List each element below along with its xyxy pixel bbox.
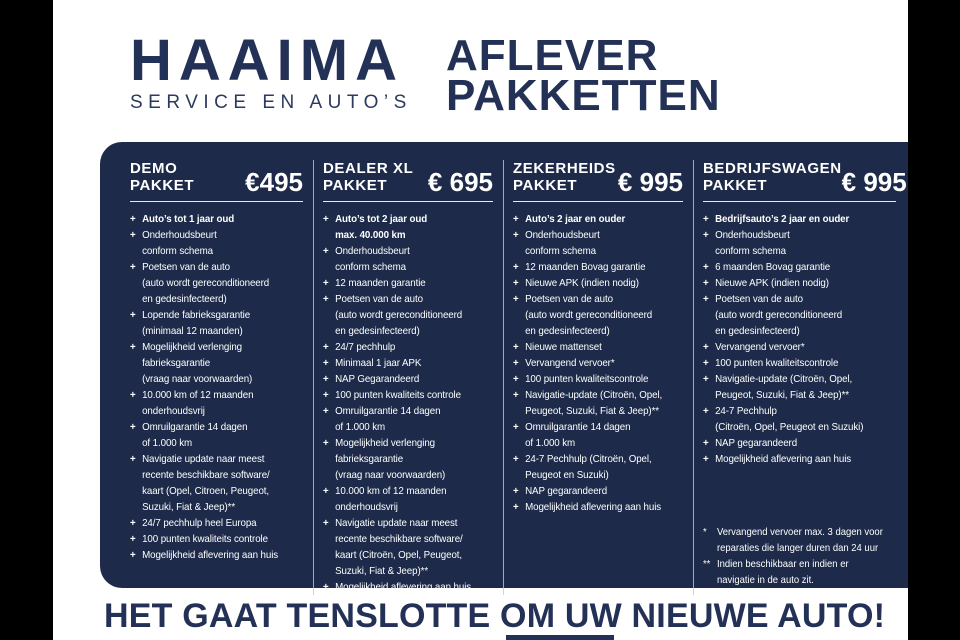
plus-bullet-icon: +: [323, 405, 329, 417]
package-item-list: [513, 211, 671, 515]
package-item-text: Navigatie-update (Citroën, Opel, Peugeot, Suzuki, Fiat & Jeep)**: [525, 389, 663, 417]
package-item-text: 100 punten kwaliteits controle: [335, 389, 461, 401]
package-item-text: Nieuwe mattenset: [525, 341, 602, 353]
header-underline: [513, 201, 683, 202]
package-item: [513, 451, 671, 483]
plus-bullet-icon: +: [323, 485, 329, 497]
package-item: [703, 451, 882, 467]
package-item-text: 100 punten kwaliteitscontrole: [525, 373, 649, 385]
footnote-text: Vervangend vervoer max. 3 dagen voor reparaties die langer duren dan 24 uur: [716, 527, 883, 554]
package-item: [130, 515, 291, 531]
plus-bullet-icon: +: [703, 213, 709, 225]
plus-bullet-icon: +: [323, 341, 329, 353]
package-item: [130, 387, 291, 419]
plus-bullet-icon: +: [513, 501, 519, 513]
package-item: [513, 355, 671, 371]
plus-bullet-icon: +: [703, 437, 709, 449]
package-item: [513, 419, 671, 451]
package-item: [703, 291, 882, 339]
package-item: [130, 451, 291, 515]
footnote-marker: **: [703, 559, 711, 570]
package-item: [513, 291, 671, 339]
plus-bullet-icon: +: [130, 517, 136, 529]
package-item-text: 24/7 pechhulp heel Europa: [142, 517, 257, 529]
plus-bullet-icon: +: [323, 389, 329, 401]
package-item-text: 100 punten kwaliteitscontrole: [715, 357, 839, 369]
package-item: [323, 579, 481, 595]
package-item-text: Navigatie update naar meest recente beschikbare software/ kaart (Opel, Citroen, Peugeot, Suzuki, Fiat & Jeep)**: [142, 453, 270, 513]
package-item-list: [130, 211, 291, 563]
package-item-text: 10.000 km of 12 maanden onderhoudsvrij: [142, 389, 254, 417]
plus-bullet-icon: +: [130, 229, 136, 241]
package-item-text: Mogelijkheid aflevering aan huis: [142, 549, 279, 561]
package-item: [703, 371, 882, 403]
package-item: [130, 211, 291, 227]
plus-bullet-icon: +: [703, 261, 709, 273]
plus-bullet-icon: +: [130, 389, 136, 401]
package-item: [513, 499, 671, 515]
plus-bullet-icon: +: [513, 485, 519, 497]
plus-bullet-icon: +: [130, 453, 136, 465]
package-item: [130, 531, 291, 547]
package-item: [703, 339, 882, 355]
package-item-text: Lopende fabrieksgarantie (minimaal 12 maanden): [142, 309, 251, 337]
brand-tagline: SERVICE EN AUTO’S: [130, 92, 412, 113]
package-item: [323, 403, 481, 435]
package-item-text: Nieuwe APK (indien nodig): [715, 277, 829, 289]
plus-bullet-icon: +: [130, 341, 136, 353]
package-item-text: Vervangend vervoer*: [525, 357, 615, 369]
package-item-text: 24-7 Pechhulp (Citroën, Opel, Peugeot en Suzuki): [715, 405, 864, 433]
header-underline: [703, 201, 896, 202]
plus-bullet-icon: +: [703, 453, 709, 465]
package-item: [703, 355, 882, 371]
package-item-text: Auto’s 2 jaar en ouder: [525, 213, 626, 225]
package-item: [323, 387, 481, 403]
package-item-text: Onderhoudsbeurt conform schema: [715, 229, 790, 257]
package-item-text: Navigatie update naar meest recente beschikbare software/ kaart (Citroën, Opel, Peugeot, Suzuki, Fiat & Jeep)**: [335, 517, 463, 577]
package-item: [513, 483, 671, 499]
package-header: [703, 160, 907, 197]
header-underline: [130, 201, 303, 202]
package-name: DEMO PAKKET: [130, 160, 195, 194]
package-item-text: 12 maanden garantie: [335, 277, 426, 289]
package-item: [323, 339, 481, 355]
package-item-text: Onderhoudsbeurt conform schema: [335, 245, 410, 273]
package-column-zekerheids: [503, 160, 693, 595]
plus-bullet-icon: +: [703, 277, 709, 289]
package-item-text: 12 maanden Bovag garantie: [525, 261, 646, 273]
page-title: [446, 31, 721, 120]
package-price: € 695: [427, 167, 493, 197]
package-name: BEDRIJFSWAGEN PAKKET: [703, 160, 842, 194]
package-item: [130, 547, 291, 563]
package-item: [323, 243, 481, 275]
package-item-text: 10.000 km of 12 maanden onderhoudsvrij: [335, 485, 447, 513]
package-price: €495: [245, 167, 303, 197]
package-item: [323, 355, 481, 371]
package-item: [703, 227, 882, 259]
package-item-text: Poetsen van de auto (auto wordt gereconditioneerd en gedesinfecteerd): [715, 293, 843, 337]
plus-bullet-icon: +: [130, 421, 136, 433]
packages-grid: [130, 160, 910, 593]
package-name: ZEKERHEIDS PAKKET: [513, 160, 616, 194]
package-item-text: Omruilgarantie 14 dagen of 1.000 km: [142, 421, 248, 449]
plus-bullet-icon: +: [513, 357, 519, 369]
cropped-bottom-text-fragment: [506, 635, 614, 640]
package-item-text: 6 maanden Bovag garantie: [715, 261, 831, 273]
package-item-text: Mogelijkheid aflevering aan huis: [525, 501, 662, 513]
plus-bullet-icon: +: [513, 421, 519, 433]
plus-bullet-icon: +: [323, 357, 329, 369]
package-item-text: NAP gegarandeerd: [525, 485, 608, 497]
package-item-list: [703, 211, 882, 467]
left-black-bar: [0, 0, 53, 640]
plus-bullet-icon: +: [513, 341, 519, 353]
packages-panel: [100, 142, 960, 593]
plus-bullet-icon: +: [323, 245, 329, 257]
plus-bullet-icon: +: [513, 453, 519, 465]
package-item-text: Navigatie-update (Citroën, Opel, Peugeot, Suzuki, Fiat & Jeep)**: [715, 373, 853, 401]
package-column-bedrijfswagen: [693, 160, 910, 595]
plus-bullet-icon: +: [513, 293, 519, 305]
package-item-text: Mogelijkheid aflevering aan huis: [715, 453, 852, 465]
plus-bullet-icon: +: [513, 277, 519, 289]
package-item: [323, 275, 481, 291]
plus-bullet-icon: +: [703, 373, 709, 385]
package-item-text: NAP gegarandeerd: [715, 437, 798, 449]
package-item: [513, 371, 671, 387]
page-title-line2: PAKKETTEN: [446, 71, 721, 120]
package-item-text: Omruilgarantie 14 dagen of 1.000 km: [335, 405, 441, 433]
header-underline: [323, 201, 493, 202]
footer-headline: HET GAAT TENSLOTTE OM UW NIEUWE AUTO!: [104, 597, 886, 635]
plus-bullet-icon: +: [513, 229, 519, 241]
plus-bullet-icon: +: [130, 549, 136, 561]
plus-bullet-icon: +: [513, 373, 519, 385]
package-header: [130, 160, 303, 197]
package-item-text: Mogelijkheid verlenging fabrieksgarantie (vraag naar voorwaarden): [142, 341, 253, 385]
package-item: [513, 259, 671, 275]
plus-bullet-icon: +: [323, 293, 329, 305]
package-header: [323, 160, 493, 197]
package-item-text: Bedrijfsauto’s 2 jaar en ouder: [715, 213, 850, 225]
package-item-text: Mogelijkheid aflevering aan huis: [335, 581, 472, 593]
package-item: [323, 211, 481, 243]
footnote: [703, 525, 882, 557]
package-item: [513, 227, 671, 259]
package-item-text: Poetsen van de auto (auto wordt gereconditioneerd en gedesinfecteerd): [142, 261, 270, 305]
plus-bullet-icon: +: [703, 357, 709, 369]
plus-bullet-icon: +: [323, 373, 329, 385]
plus-bullet-icon: +: [323, 437, 329, 449]
brand-name: HAAIMA: [130, 28, 404, 93]
right-black-bar: [908, 0, 960, 640]
package-item: [703, 211, 882, 227]
footnote-marker: *: [703, 527, 707, 538]
package-item: [323, 291, 481, 339]
brand-logo: [130, 28, 412, 114]
plus-bullet-icon: +: [703, 293, 709, 305]
package-item-text: Auto’s tot 2 jaar oud max. 40.000 km: [335, 213, 428, 241]
package-name: DEALER XL PAKKET: [323, 160, 414, 194]
plus-bullet-icon: +: [513, 261, 519, 273]
plus-bullet-icon: +: [130, 213, 136, 225]
package-item: [513, 387, 671, 419]
package-item-text: 100 punten kwaliteits controle: [142, 533, 268, 545]
plus-bullet-icon: +: [703, 341, 709, 353]
package-item-text: Auto’s tot 1 jaar oud: [142, 213, 235, 225]
package-item-text: Onderhoudsbeurt conform schema: [525, 229, 600, 257]
package-header: [513, 160, 683, 197]
plus-bullet-icon: +: [323, 517, 329, 529]
package-item-text: Onderhoudsbeurt conform schema: [142, 229, 217, 257]
package-item: [323, 483, 481, 515]
package-item: [130, 259, 291, 307]
package-item-text: Nieuwe APK (indien nodig): [525, 277, 639, 289]
plus-bullet-icon: +: [323, 213, 329, 225]
package-item-text: Minimaal 1 jaar APK: [335, 357, 422, 369]
package-item: [130, 339, 291, 387]
package-item-text: Omruilgarantie 14 dagen of 1.000 km: [525, 421, 631, 449]
package-item: [703, 275, 882, 291]
footnote: [703, 557, 882, 589]
package-item: [703, 259, 882, 275]
plus-bullet-icon: +: [323, 581, 329, 593]
plus-bullet-icon: +: [703, 229, 709, 241]
package-column-dealer-xl: [313, 160, 503, 595]
plus-bullet-icon: +: [130, 533, 136, 545]
package-price: € 995: [617, 167, 683, 197]
package-item: [323, 515, 481, 579]
footnotes: [703, 525, 882, 589]
plus-bullet-icon: +: [323, 277, 329, 289]
package-item: [513, 211, 671, 227]
package-item: [513, 275, 671, 291]
package-item: [703, 435, 882, 451]
package-item-text: Poetsen van de auto (auto wordt gereconditioneerd en gedesinfecteerd): [335, 293, 463, 337]
plus-bullet-icon: +: [703, 405, 709, 417]
package-item-text: NAP Gegarandeerd: [335, 373, 420, 385]
plus-bullet-icon: +: [130, 261, 136, 273]
plus-bullet-icon: +: [513, 389, 519, 401]
package-item: [323, 435, 481, 483]
package-item-text: Poetsen van de auto (auto wordt gereconditioneerd en gedesinfecteerd): [525, 293, 653, 337]
plus-bullet-icon: +: [513, 213, 519, 225]
package-item: [513, 339, 671, 355]
footnote-text: Indien beschikbaar en indien er navigatie in de auto zit.: [716, 559, 849, 586]
package-column-demo: [130, 160, 313, 595]
package-item-text: Vervangend vervoer*: [715, 341, 805, 353]
package-item: [130, 419, 291, 451]
plus-bullet-icon: +: [130, 309, 136, 321]
package-item: [323, 371, 481, 387]
package-item: [703, 403, 882, 435]
package-item: [130, 227, 291, 259]
package-price: € 995: [841, 167, 907, 197]
package-item-text: 24/7 pechhulp: [335, 341, 396, 353]
package-item: [130, 307, 291, 339]
package-item-text: Mogelijkheid verlenging fabrieksgarantie (vraag naar voorwaarden): [335, 437, 446, 481]
package-item-text: 24-7 Pechhulp (Citroën, Opel, Peugeot en Suzuki): [525, 453, 652, 481]
package-item-list: [323, 211, 481, 595]
page-title-line1: AFLEVER: [446, 31, 659, 80]
